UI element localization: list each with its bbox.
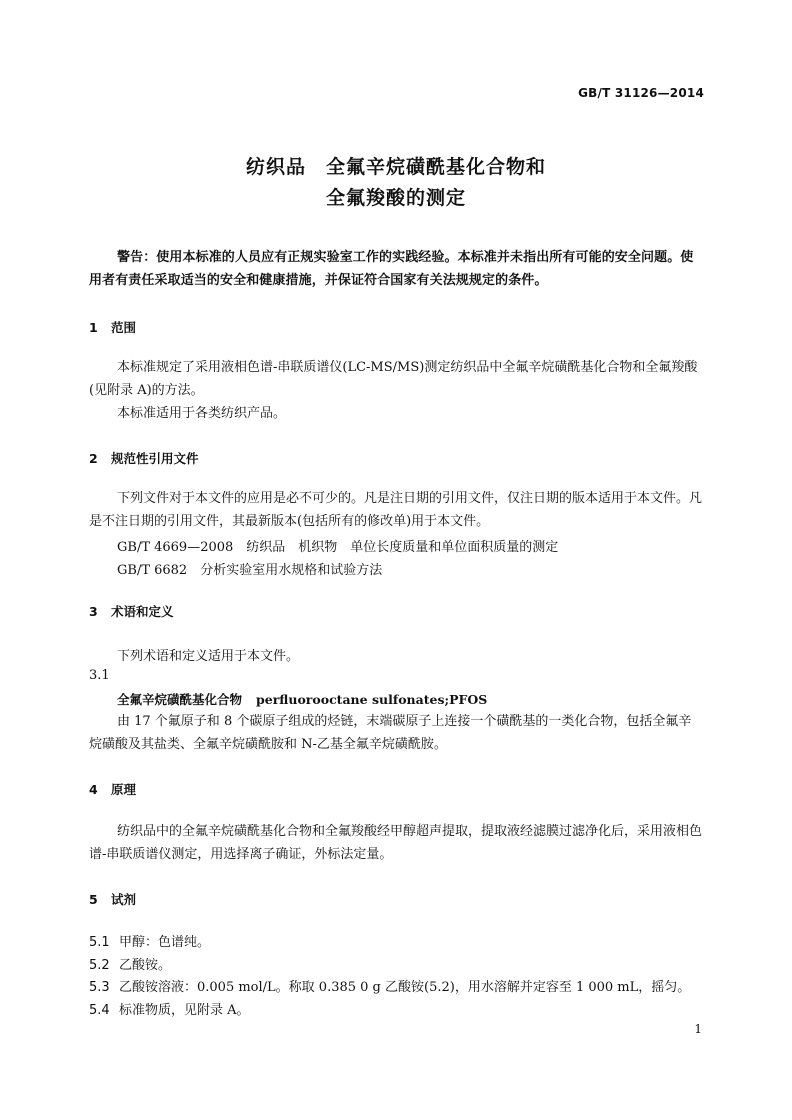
section-number: 4	[89, 782, 98, 797]
section-4-heading	[89, 780, 136, 798]
reagent-item	[89, 954, 171, 973]
reagent-item	[89, 931, 210, 950]
section-3-heading	[89, 602, 174, 620]
reagent-text: 标准物质，见附录 A。	[119, 1003, 250, 1018]
reagent-number: 5.2	[89, 958, 110, 973]
section-number: 2	[89, 451, 98, 466]
section-title: 术语和定义	[111, 604, 174, 619]
section-2-heading	[89, 449, 199, 467]
section-title: 试剂	[111, 892, 137, 907]
section-5-heading	[89, 890, 136, 908]
reagent-number: 5.3	[89, 980, 110, 995]
normative-reference-1: GB/T 4669—2008 纺织品 机织物 单位长度质量和单位面积质量的测定	[117, 540, 559, 555]
section-4-paragraph-1: 纺织品中的全氟辛烷磺酰基化合物和全氟羧酸经甲醇超声提取，提取液经滤膜过滤净化后，采用液相色谱-串联质谱仪测定，用选择离子确证，外标法定量。	[89, 824, 703, 862]
section-title: 范围	[111, 320, 137, 335]
page-number: 1	[694, 1022, 702, 1036]
section-1-paragraph-2: 本标准适用于各类纺织产品。	[117, 406, 287, 421]
section-title: 原理	[111, 782, 137, 797]
document-title-line-1: 纺织品 全氟辛烷磺酰基化合物和	[245, 156, 546, 178]
section-2-paragraph-1: 下列文件对于本文件的应用是必不可少的。凡是注日期的引用文件，仅注日期的版本适用于本文件。凡是不注日期的引用文件，其最新版本(包括所有的修改单)用于本文件。	[89, 491, 703, 529]
section-1-paragraph-1: 本标准规定了采用液相色谱-串联质谱仪(LC-MS/MS)测定纺织品中全氟辛烷磺酰基化合物和全氟羧酸(见附录 A)的方法。	[89, 360, 698, 398]
safety-warning: 警告：使用本标准的人员应有正规实验室工作的实践经验。本标准并未指出所有可能的安全问题。使用者有责任采取适当的安全和健康措施，并保证符合国家有关法规规定的条件。	[89, 250, 694, 288]
normative-reference-2: GB/T 6682 分析实验室用水规格和试验方法	[117, 563, 383, 578]
reagent-text: 乙酸铵。	[119, 958, 172, 973]
reagent-item	[89, 976, 690, 995]
reagent-item	[89, 999, 250, 1018]
section-title: 规范性引用文件	[111, 451, 199, 466]
section-1-heading	[89, 318, 136, 336]
section-number: 3	[89, 604, 98, 619]
section-number: 5	[89, 892, 98, 907]
reagent-number: 5.4	[89, 1003, 110, 1018]
standard-number: GB/T 31126—2014	[578, 86, 704, 100]
reagent-text: 乙酸铵溶液：0.005 mol/L。称取 0.385 0 g 乙酸铵(5.2)，用水溶解并定容至 1 000 mL，摇匀。	[119, 980, 691, 995]
subsection-number: 3.1	[89, 668, 110, 683]
term-english: perfluorooctane sulfonates;PFOS	[256, 692, 488, 707]
section-3-paragraph-1: 下列术语和定义适用于本文件。	[117, 649, 300, 664]
term-definition: 由 17 个氟原子和 8 个碳原子组成的烃链，末端碳原子上连接一个磺酰基的一类化合物，包括全氟辛烷磺酸及其盐类、全氟辛烷磺酰胺和 N-乙基全氟辛烷磺酰胺。	[89, 714, 692, 752]
document-title-line-2: 全氟羧酸的测定	[325, 187, 466, 209]
term-entry	[117, 690, 487, 708]
reagent-number: 5.1	[89, 935, 110, 950]
section-number: 1	[89, 320, 98, 335]
term-chinese: 全氟辛烷磺酰基化合物	[117, 692, 243, 707]
reagent-text: 甲醇：色谱纯。	[119, 935, 211, 950]
